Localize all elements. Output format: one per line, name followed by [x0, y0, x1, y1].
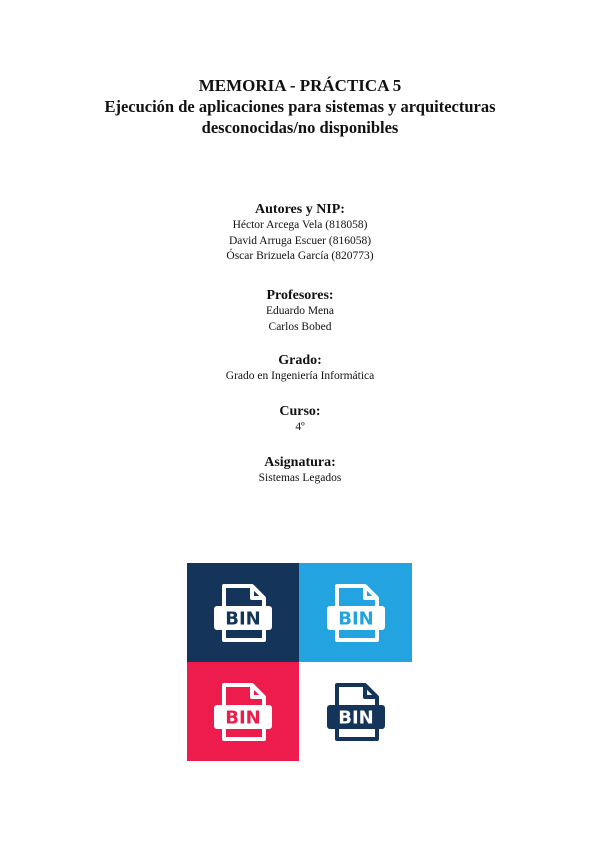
logo-tile-crimson — [187, 662, 299, 761]
bin-label: BIN — [337, 707, 374, 728]
title-line-2: Ejecución de aplicaciones para sistemas y arquitecturas — [104, 97, 496, 116]
bin-file-icon — [212, 582, 274, 644]
authors-heading: Autores y NIP: — [255, 202, 345, 217]
subject-heading: Asignatura: — [264, 455, 336, 470]
course-section — [0, 403, 600, 436]
teacher-name: Eduardo Mena — [265, 305, 335, 317]
course-heading: Curso: — [279, 404, 321, 419]
bin-label: BIN — [225, 707, 261, 728]
degree-value: Grado en Ingeniería Informática — [225, 370, 375, 382]
degree-heading: Grado: — [278, 353, 322, 368]
bin-logo-grid — [187, 563, 412, 761]
logo-tile-white — [299, 662, 412, 761]
bin-file-icon — [325, 681, 387, 743]
author-name: Óscar Brizuela García (820773) — [226, 250, 374, 262]
bin-label: BIN — [337, 608, 374, 629]
logo-tile-sky — [299, 563, 412, 662]
bin-file-icon — [212, 681, 274, 743]
subject-section — [0, 454, 600, 487]
degree-section — [0, 352, 600, 385]
title-line-1: MEMORIA - PRÁCTICA 5 — [198, 76, 402, 95]
teachers-section — [0, 287, 600, 335]
bin-file-icon — [325, 582, 387, 644]
subject-value: Sistemas Legados — [258, 472, 342, 484]
logo-tile-navy — [187, 563, 299, 662]
document-title — [0, 76, 600, 138]
author-name: Héctor Arcega Vela (818058) — [232, 219, 368, 231]
teachers-heading: Profesores: — [266, 288, 334, 303]
authors-section — [0, 201, 600, 265]
bin-label: BIN — [225, 608, 261, 629]
course-value: 4º — [295, 421, 305, 433]
teacher-name: Carlos Bobed — [268, 320, 332, 333]
title-line-3: desconocidas/no disponibles — [201, 118, 399, 137]
author-name: David Arruga Escuer (816058) — [228, 234, 372, 247]
